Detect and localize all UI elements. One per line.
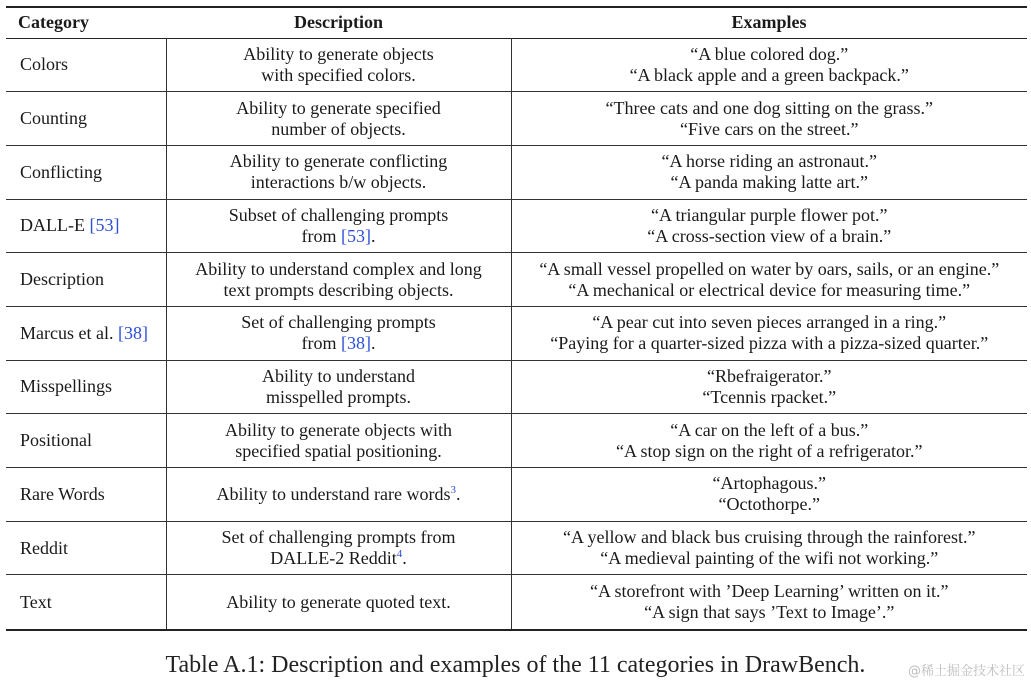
example-prompt: “A horse riding an astronaut.” bbox=[661, 151, 877, 172]
table-caption: Table A.1: Description and examples of the 11 categories in DrawBench. bbox=[165, 652, 866, 678]
category-label: Counting bbox=[20, 108, 88, 129]
example-prompt: “A mechanical or electrical device for measuring time.” bbox=[568, 279, 971, 300]
description-line bbox=[167, 484, 511, 505]
category-label: Text bbox=[20, 591, 52, 612]
category-cell bbox=[6, 199, 166, 253]
category-cell bbox=[6, 468, 166, 522]
examples-cell bbox=[511, 38, 1027, 92]
description-line: Ability to generate objects with bbox=[225, 419, 452, 440]
header-row bbox=[6, 7, 1027, 38]
description-line: Ability to generate specified bbox=[236, 97, 441, 118]
example-prompt: “A small vessel propelled on water by oars, sails, or an engine.” bbox=[539, 258, 1000, 279]
category-label: Description bbox=[20, 269, 104, 290]
table-row bbox=[6, 145, 1027, 199]
description-line: Ability to generate objects bbox=[243, 43, 434, 64]
description-punct: . bbox=[371, 225, 376, 246]
drawbench-table bbox=[6, 6, 1027, 631]
description-cell bbox=[166, 199, 511, 253]
category-label: Conflicting bbox=[20, 161, 102, 182]
example-prompt: “Rbefraigerator.” bbox=[707, 365, 832, 386]
example-prompt: “Five cars on the street.” bbox=[680, 118, 859, 139]
description-line: Ability to understand bbox=[262, 365, 415, 386]
footnote-marker[interactable]: 3 bbox=[450, 483, 456, 496]
description-cell bbox=[166, 575, 511, 630]
category-label: Misspellings bbox=[20, 376, 113, 397]
watermark: @稀土掘金技术社区 bbox=[907, 664, 1025, 679]
example-prompt: “A cross-section view of a brain.” bbox=[647, 225, 892, 246]
citation-link[interactable]: [38] bbox=[341, 333, 371, 354]
description-line: Set of challenging prompts bbox=[241, 312, 436, 333]
description-line: Ability to generate quoted text. bbox=[226, 591, 451, 612]
table-row bbox=[6, 253, 1027, 307]
category-label: Marcus et al. bbox=[20, 322, 114, 343]
examples-cell bbox=[511, 575, 1027, 630]
description-line: Ability to understand complex and long bbox=[195, 258, 482, 279]
example-prompt: “A storefront with ’Deep Learning’ written on it.” bbox=[589, 581, 949, 602]
description-text: Ability to understand rare words bbox=[216, 483, 451, 504]
description-cell bbox=[166, 521, 511, 575]
description-cell bbox=[166, 145, 511, 199]
citation-link[interactable]: [53] bbox=[341, 225, 371, 246]
description-cell bbox=[166, 414, 511, 468]
examples-cell bbox=[511, 145, 1027, 199]
table-header bbox=[6, 7, 1027, 38]
table-row bbox=[6, 92, 1027, 146]
example-prompt: “A stop sign on the right of a refrigerator.” bbox=[616, 440, 923, 461]
table-row bbox=[6, 414, 1027, 468]
description-cell bbox=[166, 38, 511, 92]
table-row bbox=[6, 38, 1027, 92]
examples-cell bbox=[511, 468, 1027, 522]
description-line: number of objects. bbox=[271, 118, 406, 139]
example-prompt: “Octothorpe.” bbox=[718, 494, 820, 515]
example-prompt: “A pear cut into seven pieces arranged in a ring.” bbox=[592, 312, 947, 333]
examples-cell bbox=[511, 306, 1027, 360]
description-text: from bbox=[301, 333, 341, 354]
description-line: text prompts describing objects. bbox=[223, 279, 454, 300]
example-prompt: “A panda making latte art.” bbox=[670, 172, 868, 193]
category-label: Positional bbox=[20, 430, 93, 451]
examples-cell bbox=[511, 253, 1027, 307]
category-cell bbox=[6, 38, 166, 92]
description-line: interactions b/w objects. bbox=[250, 172, 427, 193]
examples-cell bbox=[511, 414, 1027, 468]
table-row bbox=[6, 575, 1027, 630]
category-cell bbox=[6, 414, 166, 468]
description-cell bbox=[166, 360, 511, 414]
example-prompt: “Tcennis rpacket.” bbox=[702, 386, 837, 407]
example-prompt: “A yellow and black bus cruising through the rainforest.” bbox=[563, 527, 976, 548]
examples-cell bbox=[511, 199, 1027, 253]
table-row bbox=[6, 306, 1027, 360]
table-row bbox=[6, 468, 1027, 522]
examples-cell bbox=[511, 521, 1027, 575]
category-label: Colors bbox=[20, 54, 69, 75]
table-row bbox=[6, 360, 1027, 414]
description-line: specified spatial positioning. bbox=[235, 440, 442, 461]
header-description: Description bbox=[294, 12, 383, 33]
description-line bbox=[167, 548, 511, 569]
description-line bbox=[167, 333, 511, 354]
example-prompt: “A medieval painting of the wifi not working.” bbox=[600, 548, 939, 569]
description-text: from bbox=[301, 225, 341, 246]
category-cell bbox=[6, 92, 166, 146]
description-cell bbox=[166, 92, 511, 146]
footnote-marker[interactable]: 4 bbox=[396, 548, 403, 561]
citation-link[interactable]: [38] bbox=[117, 322, 148, 343]
category-cell bbox=[6, 145, 166, 199]
description-line: Ability to generate conflicting bbox=[229, 151, 448, 172]
category-cell bbox=[6, 521, 166, 575]
header-category: Category bbox=[18, 12, 89, 33]
description-line: misspelled prompts. bbox=[266, 386, 411, 407]
examples-cell bbox=[511, 360, 1027, 414]
category-cell bbox=[6, 360, 166, 414]
description-cell bbox=[166, 306, 511, 360]
description-cell bbox=[166, 468, 511, 522]
table-body bbox=[6, 38, 1027, 630]
example-prompt: “Paying for a quarter-sized pizza with a pizza-sized quarter.” bbox=[550, 333, 989, 354]
example-prompt: “A car on the left of a bus.” bbox=[670, 419, 869, 440]
description-punct: . bbox=[402, 548, 407, 569]
citation-link[interactable]: [53] bbox=[89, 215, 120, 236]
example-prompt: “A triangular purple flower pot.” bbox=[651, 204, 888, 225]
example-prompt: “A sign that says ’Text to Image’.” bbox=[644, 602, 895, 623]
description-line: Set of challenging prompts from bbox=[221, 527, 456, 548]
category-label: Rare Words bbox=[20, 483, 105, 504]
category-cell bbox=[6, 253, 166, 307]
table-row bbox=[6, 199, 1027, 253]
example-prompt: “A black apple and a green backpack.” bbox=[629, 64, 909, 85]
description-text: DALLE-2 Reddit bbox=[270, 548, 397, 569]
example-prompt: “Three cats and one dog sitting on the grass.” bbox=[605, 97, 933, 118]
header-examples: Examples bbox=[731, 12, 807, 33]
description-punct: . bbox=[455, 483, 461, 504]
description-line: with specified colors. bbox=[261, 64, 416, 85]
description-line: Subset of challenging prompts bbox=[228, 204, 449, 225]
example-prompt: “Artophagous.” bbox=[712, 473, 826, 494]
example-prompt: “A blue colored dog.” bbox=[690, 43, 849, 64]
category-label: DALL-E bbox=[20, 215, 85, 236]
examples-cell bbox=[511, 92, 1027, 146]
category-cell bbox=[6, 306, 166, 360]
category-cell bbox=[6, 575, 166, 630]
description-cell bbox=[166, 253, 511, 307]
category-label: Reddit bbox=[20, 537, 68, 558]
description-punct: . bbox=[371, 333, 376, 354]
table-row bbox=[6, 521, 1027, 575]
drawbench-table-container bbox=[6, 6, 1027, 631]
description-line bbox=[167, 226, 511, 247]
